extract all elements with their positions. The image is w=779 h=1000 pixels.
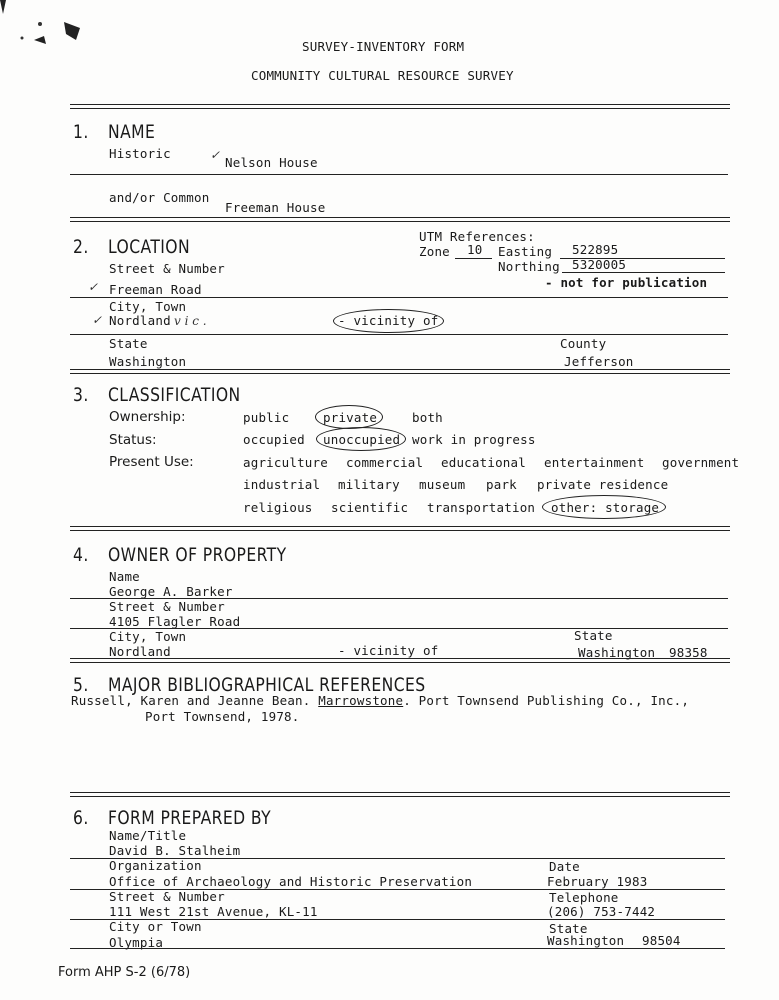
scan-artifact-marks [0, 0, 90, 50]
divider [70, 526, 730, 531]
ownership-both: both [412, 410, 443, 425]
owner-vicinity: - vicinity of [338, 643, 439, 658]
easting-label: Easting [498, 244, 553, 259]
zone-underline [455, 258, 492, 259]
section-6-number: 6. [73, 807, 89, 829]
owner-city-label: City, Town [109, 629, 187, 644]
section-3-number: 3. [73, 384, 89, 406]
bibliography-line-1 [71, 694, 689, 708]
divider [70, 658, 730, 663]
use-educational: educational [441, 455, 526, 470]
preparer-city-value: Olympia [109, 935, 164, 950]
preparer-state-value: Washington [547, 933, 625, 948]
owner-state-value: Washington [578, 645, 656, 660]
street-value: Freeman Road [109, 282, 202, 297]
use-agriculture: agriculture [243, 455, 328, 470]
owner-street-value: 4105 Flagler Road [109, 614, 241, 629]
divider [70, 297, 728, 298]
check-mark: ✓ [88, 280, 99, 294]
owner-name-label: Name [109, 569, 140, 584]
common-label: and/or Common [109, 190, 210, 205]
use-entertainment: entertainment [544, 455, 645, 470]
use-military: military [338, 477, 400, 492]
state-label: State [109, 336, 148, 351]
owner-city-value: Nordland [109, 644, 171, 659]
divider [70, 104, 730, 109]
date-label: Date [549, 859, 580, 874]
check-mark: ✓ [210, 148, 221, 162]
use-park: park [486, 477, 517, 492]
form-id: Form AHP S-2 (6/78) [58, 965, 191, 980]
historic-label: Historic [109, 146, 171, 161]
divider [70, 948, 725, 949]
state-value: Washington [109, 354, 187, 369]
owner-zip-value: 98358 [669, 645, 708, 660]
section-6-heading: FORM PREPARED BY [108, 807, 272, 829]
owner-state-label: State [574, 628, 613, 643]
status-label: Status: [109, 432, 157, 448]
street-label: Street & Number [109, 261, 225, 276]
handwritten-note: v i c . [174, 314, 207, 328]
divider [70, 792, 730, 797]
reference-authors: Russell, Karen and Jeanne Bean. [71, 693, 311, 708]
ownership-private: private [323, 410, 378, 425]
section-4-heading: OWNER OF PROPERTY [108, 544, 287, 566]
survey-title: COMMUNITY CULTURAL RESOURCE SURVEY [251, 68, 514, 83]
use-other-storage: other: storage [551, 500, 660, 515]
organization-label: Organization [109, 858, 202, 873]
status-work-in-progress: work in progress [412, 432, 536, 447]
status-unoccupied: unoccupied [323, 432, 401, 447]
preparer-state-label: State [549, 921, 588, 936]
zone-value: 10 [467, 242, 483, 257]
northing-value: 5320005 [572, 257, 627, 272]
date-value: February 1983 [547, 874, 648, 889]
section-5-heading: MAJOR BIBLIOGRAPHICAL REFERENCES [108, 674, 426, 696]
ownership-public: public [243, 410, 290, 425]
city-label: City, Town [109, 299, 187, 314]
preparer-name-label: Name/Title [109, 828, 187, 843]
zone-label: Zone [419, 244, 450, 259]
preparer-street-value: 111 West 21st Avenue, KL-11 [109, 904, 318, 919]
telephone-label: Telephone [549, 890, 619, 905]
use-museum: museum [419, 477, 466, 492]
section-2-number: 2. [73, 236, 89, 258]
reference-publisher: . Port Townsend Publishing Co., Inc., [403, 693, 690, 708]
northing-underline [562, 272, 725, 273]
organization-value: Office of Archaeology and Historic Preservation [109, 874, 473, 889]
divider [70, 334, 728, 335]
ownership-label: Ownership: [109, 409, 186, 425]
owner-street-label: Street & Number [109, 599, 225, 614]
form-title: SURVEY-INVENTORY FORM [302, 39, 465, 54]
preparer-name-value: David B. Stalheim [109, 843, 241, 858]
use-religious: religious [243, 500, 313, 515]
present-use-label: Present Use: [109, 454, 194, 470]
not-for-publication: - not for publication [545, 275, 708, 290]
divider [70, 369, 730, 374]
use-scientific: scientific [331, 500, 409, 515]
utm-label: UTM References: [419, 229, 535, 244]
bibliography-line-2: Port Townsend, 1978. [145, 709, 300, 724]
historic-value: Nelson House [225, 155, 318, 170]
section-1-number: 1. [73, 121, 89, 143]
section-4-number: 4. [73, 544, 89, 566]
use-commercial: commercial [346, 455, 424, 470]
section-1-heading: NAME [108, 121, 156, 143]
check-mark: ✓ [92, 313, 103, 327]
section-2-heading: LOCATION [108, 236, 191, 258]
use-transportation: transportation [427, 500, 536, 515]
preparer-street-label: Street & Number [109, 889, 225, 904]
county-value: Jefferson [564, 354, 634, 369]
easting-value: 522895 [572, 242, 619, 257]
section-3-heading: CLASSIFICATION [108, 384, 241, 406]
county-label: County [560, 336, 607, 351]
preparer-city-label: City or Town [109, 919, 202, 934]
common-value: Freeman House [225, 200, 326, 215]
telephone-value: (206) 753-7442 [547, 904, 656, 919]
vicinity-text: - vicinity of [338, 313, 439, 328]
section-5-number: 5. [73, 674, 89, 696]
divider [70, 174, 728, 175]
city-value: Nordland [109, 313, 171, 328]
owner-name-value: George A. Barker [109, 584, 233, 599]
reference-title: Marrowstone [318, 693, 404, 708]
preparer-zip-value: 98504 [642, 933, 681, 948]
use-industrial: industrial [243, 477, 321, 492]
northing-label: Northing [498, 259, 560, 274]
use-private-residence: private residence [537, 477, 669, 492]
status-occupied: occupied [243, 432, 305, 447]
divider [70, 217, 730, 222]
use-government: government [662, 455, 740, 470]
